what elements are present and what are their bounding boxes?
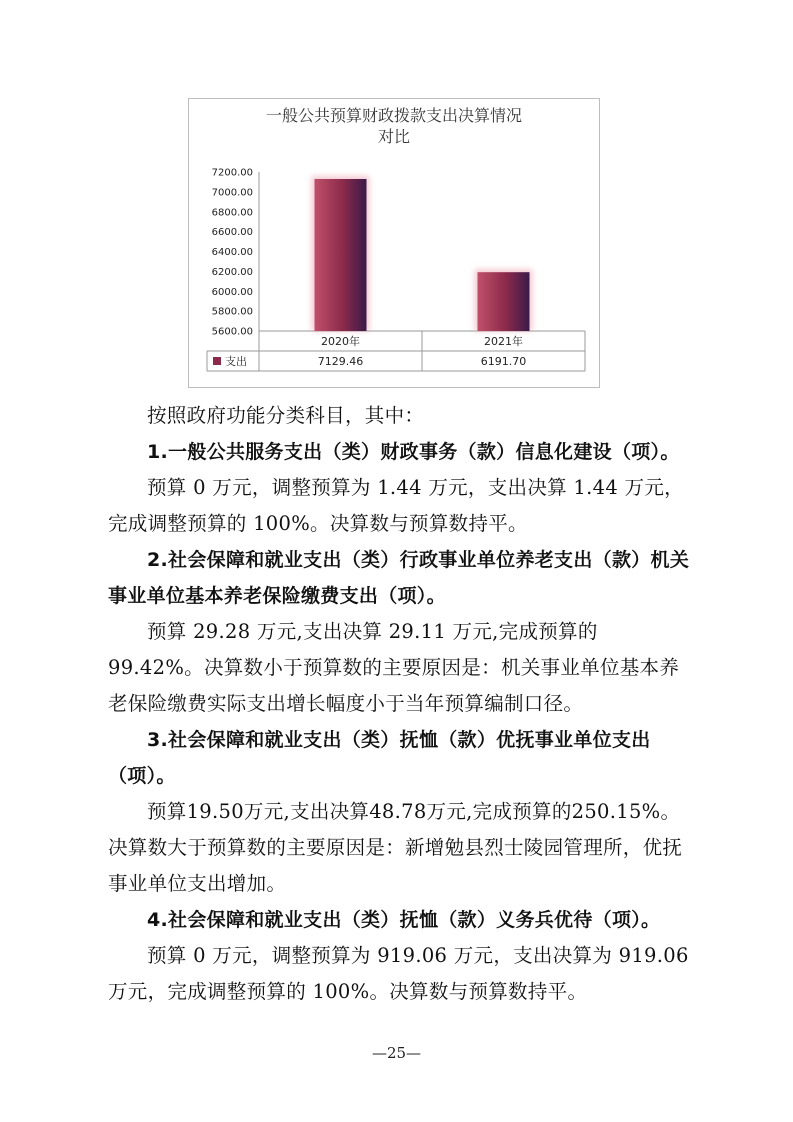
- data-value-label: 6191.70: [480, 355, 527, 368]
- section-3-heading: 3.社会保障和就业支出（类）抚恤（款）优抚事业单位支出（项）。: [108, 729, 651, 787]
- section-2-heading: 2.社会保障和就业支出（类）行政事业单位养老支出（款）机关事业单位基本养老保险缴费支出（项）。: [108, 549, 690, 607]
- legend-swatch: [213, 357, 221, 365]
- y-tick-label: 5600.00: [211, 326, 253, 338]
- bar: [478, 272, 530, 331]
- x-category-label: 2020年: [321, 335, 360, 348]
- section-1-heading: 1.一般公共服务支出（类）财政事务（款）信息化建设（项）。: [147, 441, 680, 463]
- y-tick-label: 7000.00: [211, 187, 253, 199]
- y-tick-label: 6000.00: [211, 286, 253, 298]
- y-tick-label: 6600.00: [211, 227, 253, 239]
- chart-plot: [189, 99, 599, 387]
- y-tick-label: 6800.00: [211, 207, 253, 219]
- legend-label: 支出: [225, 355, 247, 368]
- y-tick-label: 6400.00: [211, 247, 253, 258]
- chart-title-line-2: 对比: [377, 127, 410, 146]
- page-number: —25—: [371, 1044, 422, 1062]
- x-category-label: 2021年: [484, 335, 523, 348]
- section-4-body: 预算 0 万元，调整预算为 919.06 万元，支出决算为 919.06 万元，完成调整预算的 100%。决算数与预算数持平。: [108, 944, 689, 1003]
- y-tick-label: 7200.00: [211, 167, 253, 179]
- section-1-body: 预算 0 万元，调整预算为 1.44 万元，支出决算 1.44 万元，完成调整预算的 100%。决算数与预算数持平。: [108, 476, 684, 535]
- y-tick-label: 5800.00: [211, 306, 253, 318]
- data-value-label: 7129.46: [317, 355, 364, 368]
- y-tick-label: 6200.00: [211, 266, 253, 278]
- bar: [315, 179, 367, 331]
- section-4-heading: 4.社会保障和就业支出（类）抚恤（款）义务兵优待（项）。: [147, 909, 661, 931]
- chart-title-line-1: 一般公共预算财政拨款支出决算情况: [265, 106, 522, 125]
- section-3-body: 预算19.50万元,支出决算48.78万元,完成预算的250.15%。决算数大于预算数的主要原因是：新增勉县烈士陵园管理所，优抚事业单位支出增加。: [108, 800, 683, 895]
- budget-chart: [188, 98, 600, 388]
- intro-text: 按照政府功能分类科目，其中：: [147, 404, 425, 427]
- section-2-body: 预算 29.28 万元,支出决算 29.11 万元,完成预算的 99.42%。决算数小于预算数的主要原因是：机关事业单位基本养老保险缴费实际支出增长幅度小于当年预算编制口径。: [108, 620, 680, 715]
